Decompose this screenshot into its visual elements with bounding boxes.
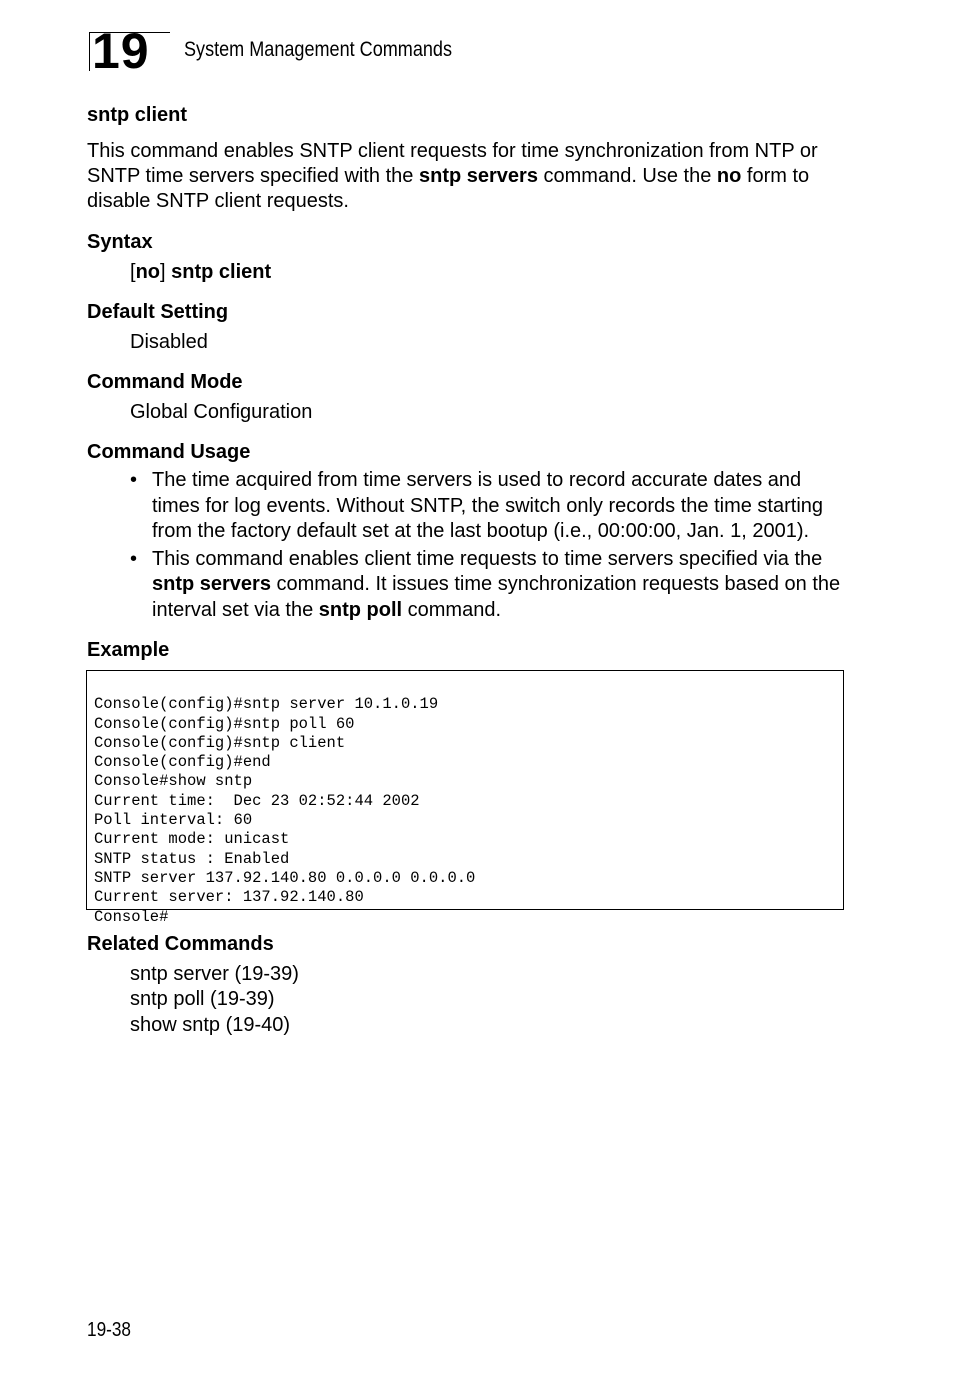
code-line: SNTP status : Enabled [94,849,290,868]
list-item [130,468,850,545]
code-line: Console# [94,907,169,926]
example-heading: Example [87,639,170,661]
related-command-link[interactable]: show sntp (19-40) [130,1013,291,1036]
description-bold-keyword: no [716,165,742,187]
syntax-command: sntp client [171,261,272,283]
chapter-title: System Management Commands [184,38,453,61]
description-text: form to disable SNTP client requests. [87,165,810,212]
bullet-icon: • [130,547,138,570]
related-command-link[interactable]: sntp server (19-39) [130,963,299,985]
list-item [130,547,850,624]
chapter-number: 19 [92,23,150,79]
command-mode-value: Global Configuration [130,401,313,423]
related-command-link[interactable]: sntp poll (19-39) [130,988,275,1011]
command-description [87,139,847,214]
bullet-icon: • [130,469,138,491]
code-line: Console(config)#sntp server 10.1.0.19 [94,695,439,714]
page-number: 19-38 [87,1319,131,1341]
description-text: command. Use the [537,165,717,187]
code-line: SNTP server 137.92.140.80 0.0.0.0 0.0.0.0 [94,868,476,887]
code-line: Console(config)#end [94,753,271,772]
usage-text: command. [402,598,502,621]
code-line: Current server: 137.92.140.80 [94,888,364,907]
default-setting-value: Disabled [130,331,208,353]
code-line: Console(config)#sntp client [94,733,346,752]
related-commands-heading: Related Commands [87,933,274,955]
syntax-bracket: [ [130,261,136,283]
usage-text: command. It issues time synchronization requests based on the interval set via the [152,573,841,621]
command-title: sntp client [87,104,188,126]
command-mode-heading: Command Mode [87,371,243,393]
usage-bold-command: sntp servers [152,573,271,595]
usage-text: This command enables client time requests to time servers specified via the [152,547,823,570]
code-line: Console(config)#sntp poll 60 [94,714,355,733]
default-setting-heading: Default Setting [87,301,229,323]
syntax-line [130,259,271,285]
code-line: Console#show sntp [94,772,253,791]
usage-bold-command: sntp poll [318,598,403,621]
usage-text: The time acquired from time servers is used to record accurate dates and times for log events. Without SNTP, the switch only records the time starting from the factory default set at the last bootup (i.e., 00:00:00, Jan. 1, 2001). [152,469,824,542]
command-usage-heading: Command Usage [87,441,251,463]
code-line: Current time: Dec 23 02:52:44 2002 [94,791,420,810]
code-line: Current mode: unicast [94,830,290,849]
code-line: Poll interval: 60 [94,811,253,830]
syntax-bracket: ] [160,261,172,283]
description-bold-command: sntp servers [418,165,538,187]
syntax-heading: Syntax [87,231,153,253]
description-text: This command enables SNTP client requests for time synchronization from NTP or SNTP time servers specified with the [87,140,818,187]
example-code-block [86,670,844,926]
command-usage-list [130,468,850,625]
syntax-no-keyword: no [135,261,160,283]
related-commands-list [130,962,299,1038]
